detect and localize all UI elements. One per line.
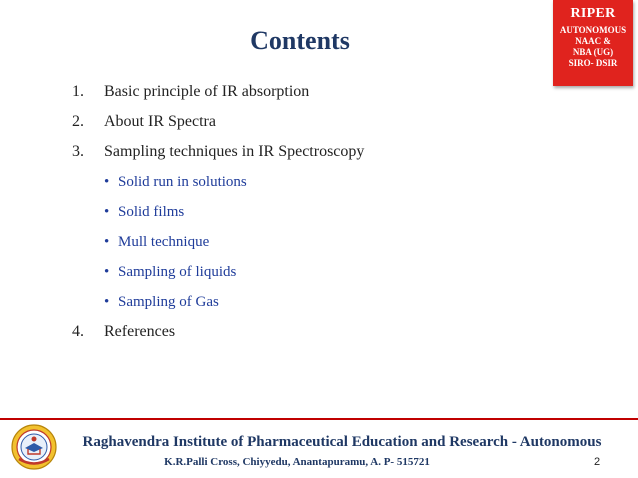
institute-seal-icon	[11, 424, 57, 470]
institute-address: K.R.Palli Cross, Chiyyedu, Anantapuramu, A. P- 515721	[164, 456, 430, 468]
sub-list-item	[72, 294, 552, 324]
list-item	[72, 324, 552, 354]
list-item	[72, 114, 552, 144]
sub-list-item	[72, 174, 552, 204]
badge-line-nba: NBA (UG)	[572, 47, 614, 57]
bullet-icon: •	[104, 234, 110, 250]
bullet-icon: •	[104, 204, 110, 220]
sub-list-item	[72, 204, 552, 234]
item-label: Sampling techniques in IR Spectroscopy	[104, 143, 365, 160]
bullet-icon: •	[104, 174, 110, 190]
sub-list-item	[72, 234, 552, 264]
badge-line-siro: SIRO- DSIR	[568, 58, 618, 68]
list-item	[72, 144, 552, 174]
item-number: 3.	[72, 143, 84, 160]
contents-list	[72, 84, 552, 354]
badge-line-autonomous: AUTONOMOUS	[559, 25, 627, 35]
sub-item-label: Sampling of Gas	[118, 294, 219, 310]
item-number: 2.	[72, 113, 84, 130]
bullet-icon: •	[104, 264, 110, 280]
bullet-icon: •	[104, 294, 110, 310]
institute-name: Raghavendra Institute of Pharmaceutical Education and Research - Autonomous	[82, 434, 602, 450]
riper-badge	[553, 0, 633, 86]
item-label: References	[104, 323, 176, 340]
sub-item-label: Sampling of liquids	[118, 264, 237, 280]
badge-line-naac: NAAC &	[575, 36, 611, 46]
slide-title: Contents	[250, 26, 350, 55]
item-label: About IR Spectra	[104, 113, 216, 130]
sub-item-label: Mull technique	[118, 234, 210, 250]
list-item	[72, 84, 552, 114]
page-number: 2	[594, 456, 601, 468]
badge-title: RIPER	[570, 6, 616, 21]
sub-list-item	[72, 264, 552, 294]
sub-item-label: Solid run in solutions	[118, 174, 247, 190]
sub-item-label: Solid films	[118, 204, 185, 220]
item-number: 1.	[72, 83, 84, 100]
footer-divider	[0, 418, 638, 420]
item-label: Basic principle of IR absorption	[104, 83, 310, 100]
item-number: 4.	[72, 323, 84, 340]
